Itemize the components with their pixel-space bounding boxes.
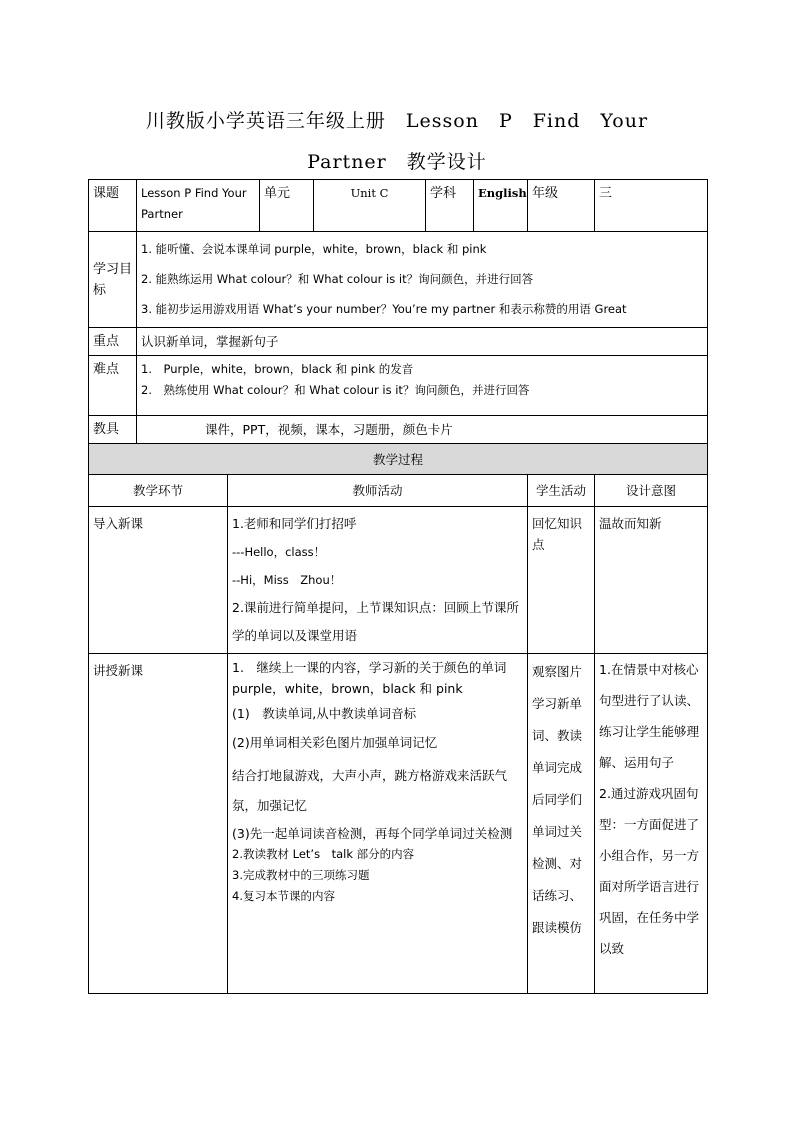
goals-label: 学习目标 xyxy=(89,232,137,328)
goal-item: 3. 能初步运用游戏用语 What’s your number？You’re my partner 和表示称赞的用语 Great xyxy=(141,302,627,316)
difficulty-item: 1. Purple，white，brown，black 和 pink 的发音 xyxy=(141,362,414,376)
col-header-teacher: 教师活动 xyxy=(228,475,528,507)
tools-label: 教具 xyxy=(89,416,137,444)
process-header: 教学过程 xyxy=(89,444,708,475)
tools-value: 课件，PPT，视频，课本，习题册，颜色卡片 xyxy=(137,416,708,444)
stage-cell: 导入新课 xyxy=(89,507,228,654)
course-value: Lesson P Find Your Partner xyxy=(137,180,260,232)
grade-label: 年级 xyxy=(528,180,595,232)
teacher-step: 2.教读教材 Let’s talk 部分的内容 xyxy=(232,847,415,861)
key-value: 认识新单词，掌握新句子 xyxy=(137,328,708,356)
teacher-step: 1. 继续上一课的内容，学习新的关于颜色的单词 purple，white，brown，black 和 pink xyxy=(232,660,507,696)
teacher-step: 3.完成教材中的三项练习题 xyxy=(232,868,370,882)
subject-label: 学科 xyxy=(426,180,474,232)
table-row xyxy=(89,654,708,994)
design-intent-cell: 温故而知新 xyxy=(595,507,708,654)
teacher-step: 结合打地鼠游戏，大声小声，跳方格游戏来活跃气氛，加强记忆 xyxy=(232,768,508,813)
teacher-activity-cell xyxy=(228,654,528,994)
col-header-intent: 设计意图 xyxy=(595,475,708,507)
doc-title-line-1: 川教版小学英语三年级上册 Lesson P Find Your xyxy=(145,110,649,132)
table-row xyxy=(89,507,708,654)
goal-item: 1. 能听懂、会说本课单词 purple，white，brown，black 和 pink xyxy=(141,242,487,256)
teacher-step: (3)先一起单词读音检测，再每个同学单词过关检测 xyxy=(232,826,513,841)
student-activity-cell: 回忆知识点 xyxy=(528,507,595,654)
teacher-step: (1) 教读单词,从中教读单词音标 xyxy=(232,706,417,721)
unit-value: Unit C xyxy=(314,180,426,232)
doc-title-line-2: Partner 教学设计 xyxy=(307,151,487,173)
unit-label: 单元 xyxy=(260,180,314,232)
course-label: 课题 xyxy=(89,180,137,232)
stage-cell: 讲授新课 xyxy=(89,654,228,994)
difficulty-item: 2. 熟练使用 What colour？和 What colour is it？询问颜色，并进行回答 xyxy=(141,383,530,397)
difficulty-label: 难点 xyxy=(89,356,137,416)
lesson-plan-table xyxy=(88,179,708,994)
col-header-student: 学生活动 xyxy=(528,475,595,507)
grade-value: 三 xyxy=(595,180,708,232)
teacher-step: 2.课前进行简单提问，上节课知识点：回顾上节课所学的单词以及课堂用语 xyxy=(232,600,519,643)
student-activity-cell: 观察图片学习新单词、教读单词完成后同学们单词过关检测、对话练习、 跟读模仿 xyxy=(528,654,595,994)
teacher-activity-cell xyxy=(228,507,528,654)
col-header-stage: 教学环节 xyxy=(89,475,228,507)
subject-value: English xyxy=(474,180,528,232)
teacher-step: ---Hello，class！ xyxy=(232,545,326,559)
teacher-step: --Hi，Miss Zhou！ xyxy=(232,573,342,587)
difficulty-list xyxy=(137,356,708,416)
design-intent-cell: 1.在情景中对核心句型进行了认读、练习让学生能够理解、运用句子 2.通过游戏巩固句型：一方面促进了小组合作，另一方面对所学语言进行巩固，在任务中学以致 xyxy=(595,654,708,994)
key-label: 重点 xyxy=(89,328,137,356)
teacher-step: 1.老师和同学们打招呼 xyxy=(232,516,357,531)
goals-list xyxy=(137,232,708,328)
goal-item: 2. 能熟练运用 What colour？和 What colour is it？询问颜色，并进行回答 xyxy=(141,272,534,286)
teacher-step: (2)用单词相关彩色图片加强单词记忆 xyxy=(232,735,438,750)
teacher-step: 4.复习本节课的内容 xyxy=(232,889,335,903)
